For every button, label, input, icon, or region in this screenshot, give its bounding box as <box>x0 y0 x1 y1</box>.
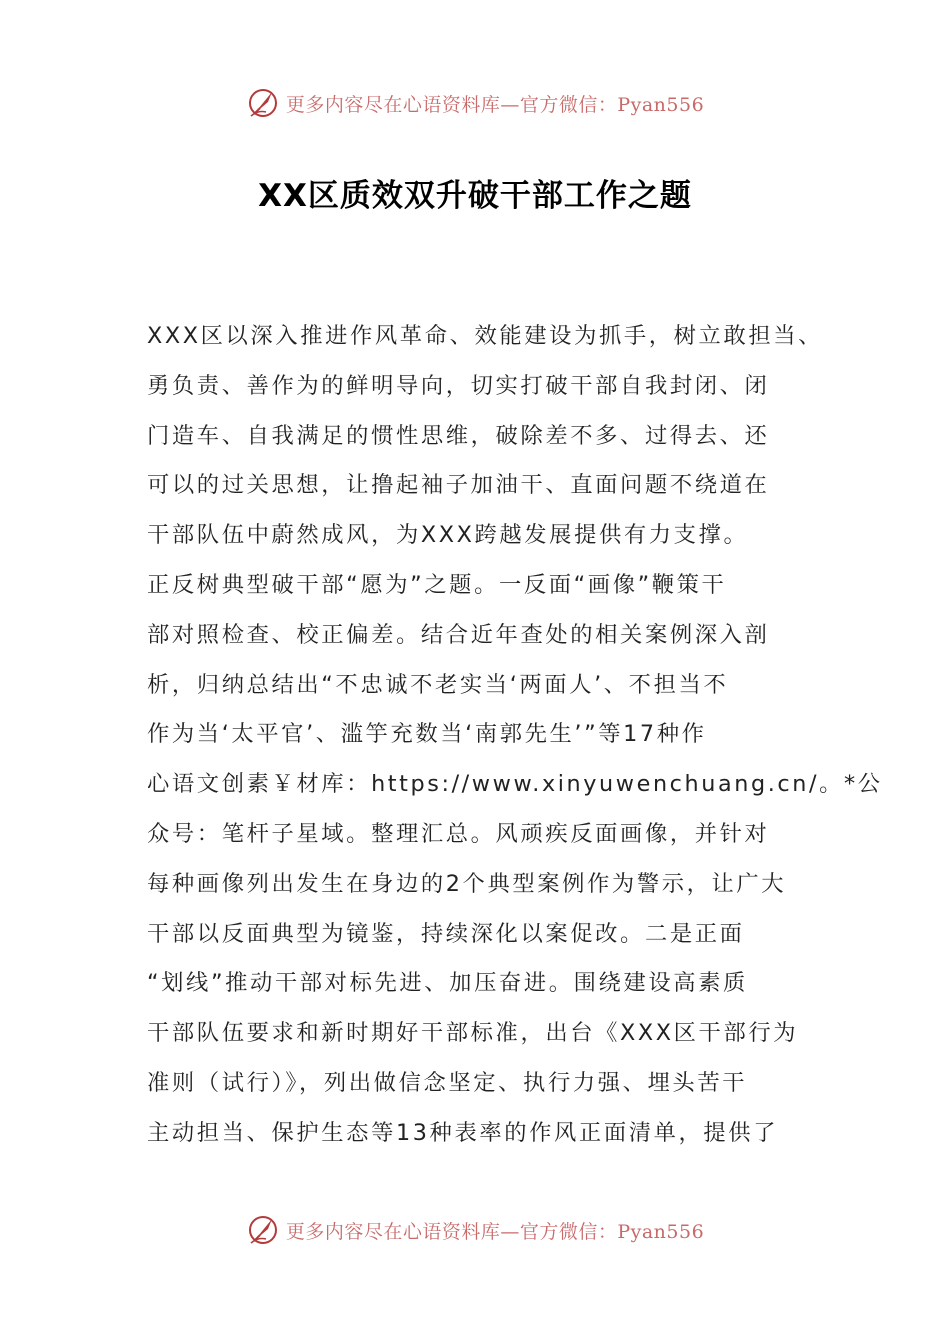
text-line: 可以的过关思想，让撸起袖子加油干、直面问题不绕道在 <box>147 472 770 499</box>
text-line: 众号：笔杆子星域。整理汇总。风顽疾反面画像，并针对 <box>147 820 770 847</box>
footer-watermark <box>0 1210 950 1250</box>
text-line: 准则（试行）》，列出做信念坚定、执行力强、埋头苦干 <box>147 1069 748 1096</box>
watermark-text: 更多内容尽在心语资料库—官方微信：Pyan556 <box>285 1220 705 1243</box>
quill-pen-icon <box>246 1213 280 1247</box>
document-title: XX区质效双升破干部工作之题 <box>258 178 692 214</box>
text-line: 门造车、自我满足的惯性思维，破除差不多、过得去、还 <box>147 422 770 449</box>
paragraph-2 <box>147 561 883 1159</box>
text-line: 作为当‘太平官’、滥竽充数当‘南郭先生’”等17种作 <box>147 721 707 748</box>
text-line: “划线”推动干部对标先进、加压奋进。围绕建设高素质 <box>147 970 748 997</box>
paragraph-1 <box>147 312 827 561</box>
text-line: 正反树典型破干部“愿为”之题。一反面“画像”鞭策干 <box>147 571 727 598</box>
header-watermark <box>0 83 950 123</box>
text-line: 析，归纳总结出“不忠诚不老实当‘两面人’、不担当不 <box>147 671 729 698</box>
text-line: 干部队伍中蔚然成风，为XXX跨越发展提供有力支撑。 <box>147 522 749 549</box>
text-line: 心语文创素￥材库：https://www.xinyuwenchuang.cn/。*公 <box>147 771 883 798</box>
text-line: 主动担当、保护生态等13种表率的作风正面清单，提供了 <box>147 1119 779 1146</box>
watermark-text: 更多内容尽在心语资料库—官方微信：Pyan556 <box>285 93 705 116</box>
quill-pen-icon <box>246 86 280 120</box>
text-line: 部对照检查、校正偏差。结合近年查处的相关案例深入剖 <box>147 621 770 648</box>
document-body <box>147 312 883 1159</box>
text-line: 每种画像列出发生在身边的2个典型案例作为警示，让广大 <box>147 870 787 897</box>
text-line: 干部队伍要求和新时期好干部标准，出台《XXX区干部行为 <box>147 1020 799 1047</box>
text-line: 干部以反面典型为镜鉴，持续深化以案促改。二是正面 <box>147 920 745 947</box>
text-line: XXX区以深入推进作风革命、效能建设为抓手，树立敢担当、 <box>147 323 824 349</box>
text-line: 勇负责、善作为的鲜明导向，切实打破干部自我封闭、闭 <box>147 372 770 399</box>
